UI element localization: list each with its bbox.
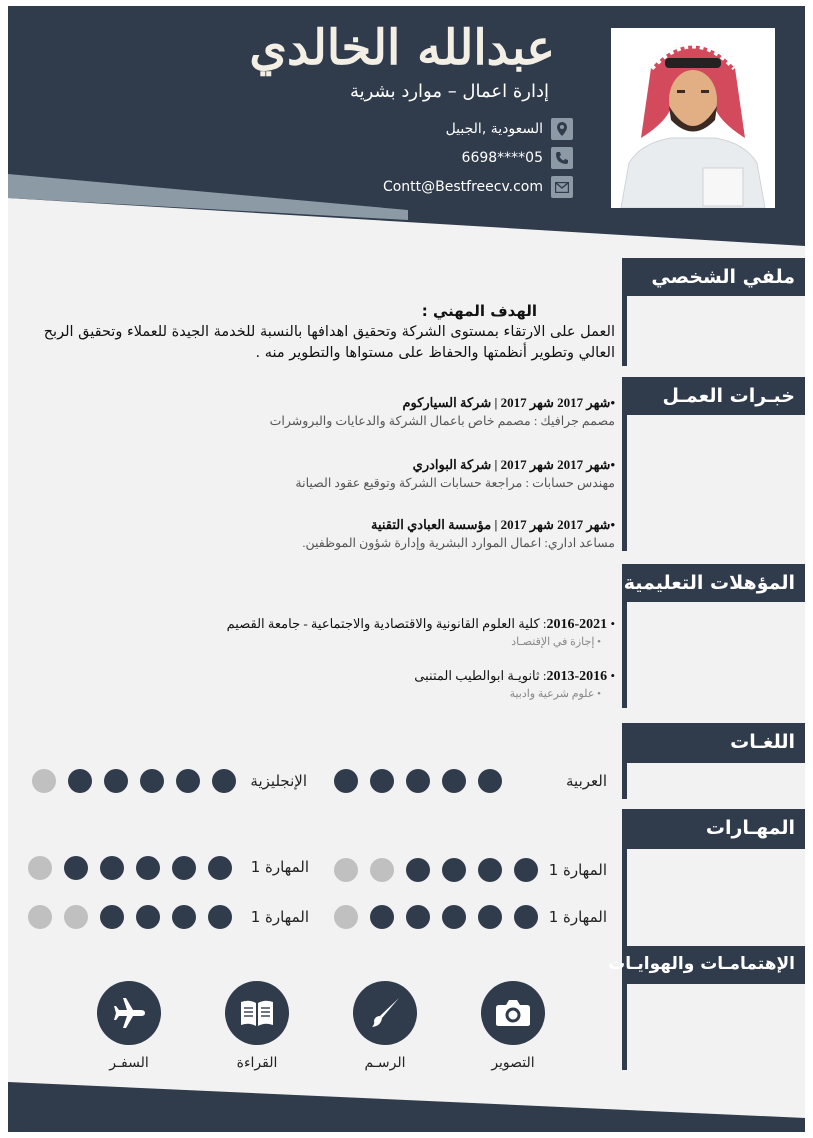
hobby-label: القراءة — [236, 1055, 278, 1071]
rating-dot-filled — [104, 769, 128, 793]
rating-dot-empty — [370, 858, 394, 882]
education-years: 2013-2016 — [546, 669, 608, 684]
experience-desc: مصمم جرافيك : مصمم خاص باعمال الشركة والدعايات والبروشرات — [269, 414, 615, 428]
contact-phone-text: 05****6698 — [461, 150, 543, 166]
language-level — [334, 769, 502, 793]
experience-item — [295, 457, 615, 491]
resume-page — [8, 6, 805, 1132]
rating-dot-filled — [370, 905, 394, 929]
section-skills — [622, 809, 805, 949]
section-languages — [622, 723, 805, 799]
skill-level — [28, 905, 232, 929]
contact-phone — [462, 147, 573, 169]
contact-email[interactable] — [383, 176, 573, 198]
contact-location-text: السعودية ,الجبيل — [445, 121, 543, 137]
rating-dot-filled — [478, 905, 502, 929]
rating-dot-filled — [212, 769, 236, 793]
education-head: • 2016-2021: كلية العلوم القانونية والاقتصادية والاجتماعية - جامعة القصيم — [226, 616, 615, 632]
education-degree: • علوم شرعية وادبية — [509, 688, 601, 700]
section-title-interests: الإهتمامـات والهوايـات — [608, 954, 795, 974]
objective-title: الهدف المهني : — [421, 302, 537, 320]
phone-icon — [551, 147, 573, 169]
rating-dot-filled — [140, 769, 164, 793]
rating-dot-empty — [28, 856, 52, 880]
skill-label: المهارة 1 — [250, 908, 309, 926]
contact-location — [446, 118, 573, 140]
location-pin-icon — [551, 118, 573, 140]
education-item — [414, 668, 615, 700]
hobby-reading — [222, 981, 292, 1071]
rating-dot-filled — [406, 905, 430, 929]
section-interests — [608, 946, 805, 1070]
rating-dot-filled — [68, 769, 92, 793]
airplane-icon — [97, 981, 161, 1045]
book-icon — [225, 981, 289, 1045]
hobby-label: التصوير — [491, 1055, 535, 1071]
hobby-photography — [478, 981, 548, 1071]
section-title-profile: ملفي الشخصي — [651, 266, 795, 288]
objective-text: العمل على الارتقاء بمستوى الشركة وتحقيق اهدافها بالنسبة للخدمة الجيدة للعملاء وتحقيق الربح العالي وتطوير أنظمتها والحفاظ على مستواها والتطوير منه . — [43, 324, 615, 361]
rating-dot-empty — [64, 905, 88, 929]
hobby-drawing — [350, 981, 420, 1071]
rating-dot-filled — [100, 856, 124, 880]
language-level — [32, 769, 236, 793]
skill-level — [28, 856, 232, 880]
section-title-languages: اللغـات — [730, 731, 795, 753]
experience-head: •شهر 2017 شهر 2017 | مؤسسة العبادي التقنية — [370, 517, 615, 532]
experience-item — [270, 395, 615, 429]
rating-dot-filled — [514, 858, 538, 882]
rating-dot-filled — [176, 769, 200, 793]
language-label: الإنجليزية — [250, 772, 307, 790]
skill-level — [334, 858, 538, 882]
education-school: ثانويـة ابوالطيب المتنبى — [414, 668, 540, 683]
section-title-experience: خبـرات العمـل — [662, 385, 795, 407]
avatar — [611, 28, 775, 208]
education-head: • 2013-2016: ثانويـة ابوالطيب المتنبى — [414, 668, 615, 684]
education-degree: • إجازة في الإقتصـاد — [511, 636, 601, 648]
rating-dot-filled — [406, 769, 430, 793]
rating-dot-filled — [442, 769, 466, 793]
skill-label: المهارة 1 — [250, 858, 309, 876]
experience-item — [302, 517, 615, 551]
language-label: العربية — [566, 772, 607, 790]
rating-dot-filled — [478, 858, 502, 882]
camera-icon — [481, 981, 545, 1045]
rating-dot-filled — [478, 769, 502, 793]
section-experience — [622, 377, 805, 551]
education-item — [227, 616, 615, 648]
rating-dot-filled — [406, 858, 430, 882]
rating-dot-empty — [28, 905, 52, 929]
rating-dot-filled — [136, 856, 160, 880]
rating-dot-filled — [172, 905, 196, 929]
education-school: كلية العلوم القانونية والاقتصادية والاجتماعية - جامعة القصيم — [226, 616, 540, 631]
rating-dot-filled — [64, 856, 88, 880]
rating-dot-filled — [172, 856, 196, 880]
hobby-label: الرسـم — [364, 1055, 406, 1071]
rating-dot-empty — [334, 858, 358, 882]
job-title: إدارة اعمال – موارد بشرية — [349, 81, 549, 102]
section-education — [622, 564, 805, 708]
education-years: 2016-2021 — [546, 617, 608, 632]
section-title-education: المؤهلات التعليمية — [623, 572, 795, 594]
skill-label: المهارة 1 — [548, 861, 607, 879]
section-profile — [622, 258, 805, 366]
rating-dot-empty — [32, 769, 56, 793]
footer-band — [8, 1082, 805, 1132]
rating-dot-filled — [334, 769, 358, 793]
rating-dot-empty — [334, 905, 358, 929]
skill-label: المهارة 1 — [548, 908, 607, 926]
rating-dot-filled — [370, 769, 394, 793]
rating-dot-filled — [136, 905, 160, 929]
paintbrush-icon — [353, 981, 417, 1045]
skill-level — [334, 905, 538, 929]
rating-dot-filled — [208, 905, 232, 929]
section-title-skills: المهـارات — [705, 817, 795, 839]
rating-dot-filled — [442, 905, 466, 929]
rating-dot-filled — [208, 856, 232, 880]
candidate-name: عبدالله الخالدي — [249, 20, 555, 76]
rating-dot-filled — [514, 905, 538, 929]
experience-desc: مهندس حسابات : مراجعة حسابات الشركة وتوقيع عقود الصيانة — [295, 476, 615, 490]
rating-dot-filled — [442, 858, 466, 882]
envelope-icon — [551, 176, 573, 198]
rating-dot-filled — [100, 905, 124, 929]
experience-desc: مساعد اداري: اعمال الموارد البشرية وإدارة شؤون الموظفين. — [302, 536, 615, 550]
hobby-label: السفـر — [109, 1055, 149, 1071]
experience-head: •شهر 2017 شهر 2017 | شركة البوادري — [412, 457, 615, 472]
experience-head: •شهر 2017 شهر 2017 | شركة السياركوم — [402, 395, 615, 410]
contact-email-text[interactable]: Contt@Bestfreecv.com — [382, 179, 543, 195]
hobby-travel — [94, 981, 164, 1071]
